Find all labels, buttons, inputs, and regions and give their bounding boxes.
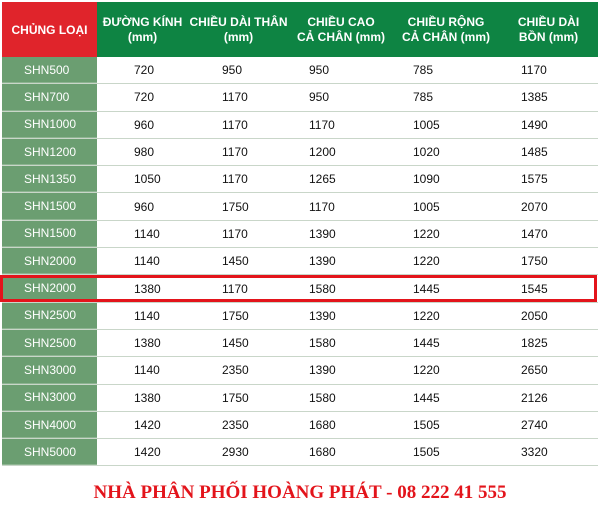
width-cell: 1445 [413,281,440,296]
body-length-cell: 2350 [222,418,249,432]
width-cell: 1220 [413,308,440,323]
height-cell: 1580 [309,336,336,351]
type-cell: SHN700 [2,84,97,110]
table-row [2,84,598,111]
tank-length-cell: 1490 [521,117,548,132]
diameter-cell: 1140 [134,254,160,269]
width-cell: 1220 [413,226,440,241]
diameter-cell: 960 [134,117,155,132]
type-cell: SHN1000 [2,112,97,138]
table-row [2,385,598,412]
height-cell: 1170 [309,117,335,132]
tank-length-cell: 1485 [521,145,548,160]
tank-length-cell: 2740 [521,418,548,432]
width-cell: 1505 [413,418,440,432]
table-row [2,57,598,84]
table-row [2,330,598,357]
body-length-cell: 2350 [222,363,249,378]
body-length-cell: 1750 [222,308,249,323]
height-cell: 1265 [309,172,336,187]
tank-length-cell: 1750 [521,254,548,269]
body-length-cell: 1170 [222,172,248,187]
tank-length-cell: 3320 [521,445,548,460]
diameter-cell: 1140 [134,363,160,378]
tank-length-cell: 2070 [521,199,548,214]
width-cell: 1445 [413,336,440,351]
table-body [2,57,598,466]
diameter-cell: 1380 [134,336,161,351]
diameter-cell: 1140 [134,226,160,241]
diameter-cell: 720 [134,63,155,78]
width-cell: 1445 [413,390,440,405]
type-cell: SHN1500 [2,221,97,247]
height-cell: 1680 [309,445,336,460]
type-cell: SHN4000 [2,412,97,438]
diameter-cell: 720 [134,90,155,105]
type-cell: SHN500 [2,57,97,83]
width-cell: 1220 [413,254,440,269]
table-row [2,303,598,330]
body-length-cell: 2930 [222,445,249,460]
table-header [2,2,598,57]
body-length-cell: 1750 [222,199,249,214]
type-cell: SHN5000 [2,439,97,465]
header-diameter: ĐƯỜNG KÍNH (mm) [97,2,188,57]
tank-length-cell: 2050 [521,308,548,323]
width-cell: 1005 [413,199,440,214]
tank-length-cell: 1825 [521,336,548,351]
diameter-cell: 1380 [134,281,161,296]
tank-length-cell: 1170 [521,63,547,78]
type-cell: SHN1500 [2,193,97,219]
spec-table [2,2,598,466]
body-length-cell: 1170 [222,226,248,241]
distributor-footer: NHÀ PHÂN PHỐI HOÀNG PHÁT - 08 222 41 555 [93,482,507,503]
table-row [2,193,598,220]
type-cell: SHN2000 [2,275,97,301]
tank-length-cell: 1470 [521,226,548,241]
body-length-cell: 1450 [222,254,249,269]
body-length-cell: 1170 [222,281,248,296]
table-row [2,357,598,384]
header-type: CHỦNG LOẠI [2,2,97,57]
type-cell: SHN3000 [2,385,97,411]
width-cell: 785 [413,90,434,105]
height-cell: 1390 [309,254,336,269]
height-cell: 950 [309,90,330,105]
diameter-cell: 1140 [134,308,160,323]
height-cell: 1580 [309,281,336,296]
type-cell: SHN2000 [2,248,97,274]
header-height-with-legs: CHIỀU CAO CẢ CHÂN (mm) [289,2,393,57]
body-length-cell: 1750 [222,390,249,405]
table-row [2,412,598,439]
body-length-cell: 1170 [222,117,248,132]
width-cell: 1090 [413,172,440,187]
width-cell: 1505 [413,445,440,460]
tank-length-cell: 1545 [521,281,548,296]
tank-length-cell: 1385 [521,90,548,105]
height-cell: 1680 [309,418,336,432]
type-cell: SHN1200 [2,139,97,165]
height-cell: 1200 [309,145,336,160]
diameter-cell: 1380 [134,390,161,405]
body-length-cell: 1170 [222,145,248,160]
type-cell: SHN2500 [2,303,97,329]
height-cell: 1390 [309,363,336,378]
body-length-cell: 950 [222,63,243,78]
body-length-cell: 1450 [222,336,249,351]
diameter-cell: 1050 [134,172,161,187]
header-tank-length: CHIỀU DÀI BỒN (mm) [499,2,598,57]
header-body-length: CHIỀU DÀI THÂN (mm) [188,2,289,57]
diameter-cell: 960 [134,199,155,214]
width-cell: 1020 [413,145,440,160]
type-cell: SHN3000 [2,357,97,383]
tank-length-cell: 2126 [521,390,548,405]
table-row [2,275,598,302]
table-row [2,221,598,248]
height-cell: 1580 [309,390,336,405]
height-cell: 1390 [309,226,336,241]
height-cell: 1170 [309,199,335,214]
body-length-cell: 1170 [222,90,248,105]
type-cell: SHN2500 [2,330,97,356]
table-row [2,439,598,466]
diameter-cell: 980 [134,145,155,160]
table-row [2,112,598,139]
tank-length-cell: 2650 [521,363,548,378]
height-cell: 950 [309,63,330,78]
header-width-with-legs: CHIỀU RỘNG CẢ CHÂN (mm) [393,2,499,57]
width-cell: 785 [413,63,434,78]
tank-length-cell: 1575 [521,172,548,187]
diameter-cell: 1420 [134,445,161,460]
width-cell: 1005 [413,117,440,132]
table-row [2,166,598,193]
table-row [2,139,598,166]
width-cell: 1220 [413,363,440,378]
diameter-cell: 1420 [134,418,161,432]
table-row [2,248,598,275]
height-cell: 1390 [309,308,336,323]
type-cell: SHN1350 [2,166,97,192]
